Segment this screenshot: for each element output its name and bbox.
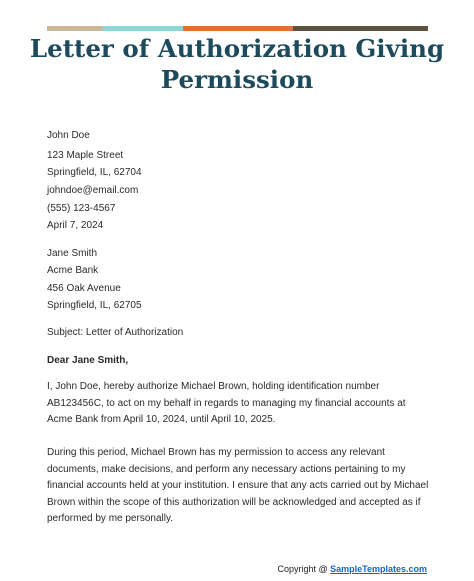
- color-stripe-segment: [103, 26, 183, 31]
- color-stripe-segment: [293, 26, 428, 31]
- footer-copyright: [277, 564, 427, 574]
- sender-phone: (555) 123-4567: [47, 203, 116, 214]
- letter-date: April 7, 2024: [47, 220, 104, 231]
- body-paragraph-2: During this period, Michael Brown has my permission to access any relevant documents, make decisions, and perform any necessary actions pertaining to my financial accounts held at your institution. I ensure that any acts carried out by Michael Brown within the scope of this authorization will be acknowledged and accepted as if performed by me personally.: [47, 447, 429, 524]
- recipient-company: Acme Bank: [47, 265, 99, 276]
- salutation: Dear Jane Smith,: [47, 355, 129, 366]
- sender-name: John Doe: [47, 130, 90, 141]
- recipient-street: 456 Oak Avenue: [47, 283, 121, 294]
- color-stripe-segment: [183, 26, 293, 31]
- color-stripe-segment: [47, 26, 103, 31]
- document-title: Letter of Authorization Giving Permission: [29, 34, 445, 94]
- header-color-stripe: [47, 26, 428, 31]
- subject-line: Subject: Letter of Authorization: [47, 327, 184, 338]
- recipient-city: Springfield, IL, 62705: [47, 300, 142, 311]
- brand-link[interactable]: SampleTemplates.com: [330, 564, 427, 574]
- sender-street: 123 Maple Street: [47, 150, 124, 161]
- copyright-text: Copyright @: [277, 564, 328, 574]
- sender-city: Springfield, IL, 62704: [47, 167, 142, 178]
- recipient-name: Jane Smith: [47, 248, 98, 259]
- sender-email: johndoe@email.com: [47, 185, 139, 196]
- body-paragraph-1: I, John Doe, hereby authorize Michael Brown, holding identification number AB123456C, to act on my behalf in regards to managing my financial accounts at Acme Bank from April 10, 2024, until April 10, 2025.: [47, 381, 406, 425]
